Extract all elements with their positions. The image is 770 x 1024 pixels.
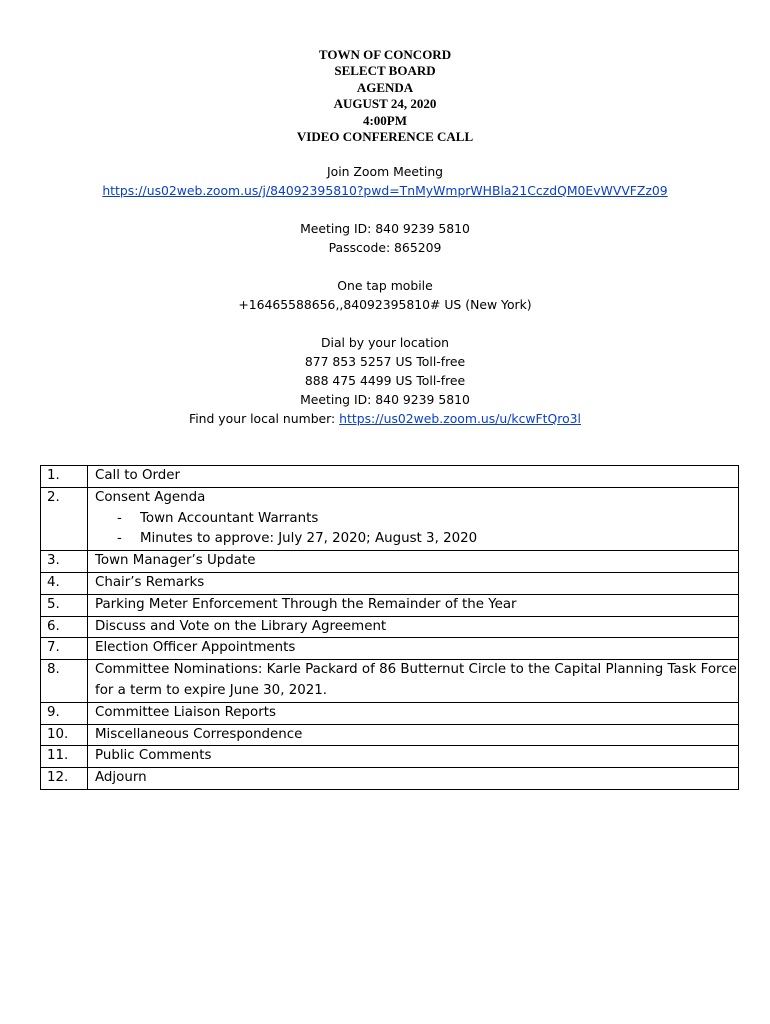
agenda-table [40, 465, 739, 790]
local-number-line [0, 409, 770, 428]
item-text: Election Officer Appointments [88, 638, 739, 660]
meeting-format: VIDEO CONFERENCE CALL [296, 129, 474, 145]
one-tap-label: One tap mobile [337, 278, 433, 293]
sub-item-text: Town Accountant Warrants [140, 510, 319, 526]
local-number-label: Find your local number: [188, 411, 340, 426]
item-text: Adjourn [88, 768, 739, 790]
meeting-id: Meeting ID: 840 9239 5810 [300, 221, 470, 236]
item-number: 8. [41, 660, 88, 703]
item-text: Public Comments [88, 746, 739, 768]
item-text: Discuss and Vote on the Library Agreement [88, 616, 739, 638]
document-title: AGENDA [356, 79, 414, 95]
sub-item-text: Minutes to approve: July 27, 2020; August 3, 2020 [140, 531, 478, 547]
table-row [41, 660, 739, 703]
board-name: SELECT BOARD [334, 63, 436, 79]
table-row [41, 594, 739, 616]
item-text: Miscellaneous Correspondence [88, 724, 739, 746]
join-label: Join Zoom Meeting [326, 164, 444, 179]
table-row [41, 746, 739, 768]
dial-number-2: 888 475 4499 US Toll-free [304, 373, 466, 388]
item-text: Call to Order [88, 466, 739, 488]
local-number-link[interactable]: https://us02web.zoom.us/u/kcwFtQro3l [339, 411, 581, 426]
item-number: 3. [41, 551, 88, 573]
meeting-id-2: Meeting ID: 840 9239 5810 [300, 392, 470, 407]
table-row [41, 702, 739, 724]
table-row [41, 638, 739, 660]
item-text: Committee Nominations: Karle Packard of 86 Butternut Circle to the Capital Planning Task Force for a term to expire June 30, 2021. [88, 660, 739, 703]
item-text: Town Manager’s Update [88, 551, 739, 573]
item-number: 7. [41, 638, 88, 660]
passcode: Passcode: 865209 [328, 240, 442, 255]
sub-item [95, 509, 738, 530]
item-number: 6. [41, 616, 88, 638]
item-number: 11. [41, 746, 88, 768]
dial-number-1: 877 853 5257 US Toll-free [304, 354, 466, 369]
item-text: Parking Meter Enforcement Through the Remainder of the Year [88, 594, 739, 616]
sub-item-marker: - [117, 510, 122, 526]
table-row [41, 487, 739, 550]
item-number: 10. [41, 724, 88, 746]
item-text: Consent Agenda [95, 489, 206, 505]
item-number: 4. [41, 572, 88, 594]
item-text: Committee Liaison Reports [88, 702, 739, 724]
meeting-time: 4:00PM [362, 112, 408, 128]
item-number: 12. [41, 768, 88, 790]
town-name: TOWN OF CONCORD [318, 47, 452, 62]
one-tap-number: +16465588656,,84092395810# US (New York) [238, 297, 532, 312]
table-row [41, 466, 739, 488]
table-row [41, 616, 739, 638]
table-row [41, 572, 739, 594]
item-number: 5. [41, 594, 88, 616]
meeting-date: AUGUST 24, 2020 [333, 96, 437, 112]
table-row [41, 724, 739, 746]
item-number: 1. [41, 466, 88, 488]
sub-item [95, 529, 738, 550]
agenda-header [0, 47, 770, 145]
dial-label: Dial by your location [320, 335, 450, 350]
table-row [41, 768, 739, 790]
item-number: 9. [41, 702, 88, 724]
table-row [41, 551, 739, 573]
item-cell [88, 487, 739, 550]
join-link[interactable]: https://us02web.zoom.us/j/84092395810?pwd=TnMyWmprWHBla21CczdQM0EvWVVFZz09 [102, 183, 668, 198]
item-text: Chair’s Remarks [88, 572, 739, 594]
zoom-info [0, 162, 770, 428]
item-number: 2. [41, 487, 88, 550]
sub-item-marker: - [117, 531, 122, 547]
